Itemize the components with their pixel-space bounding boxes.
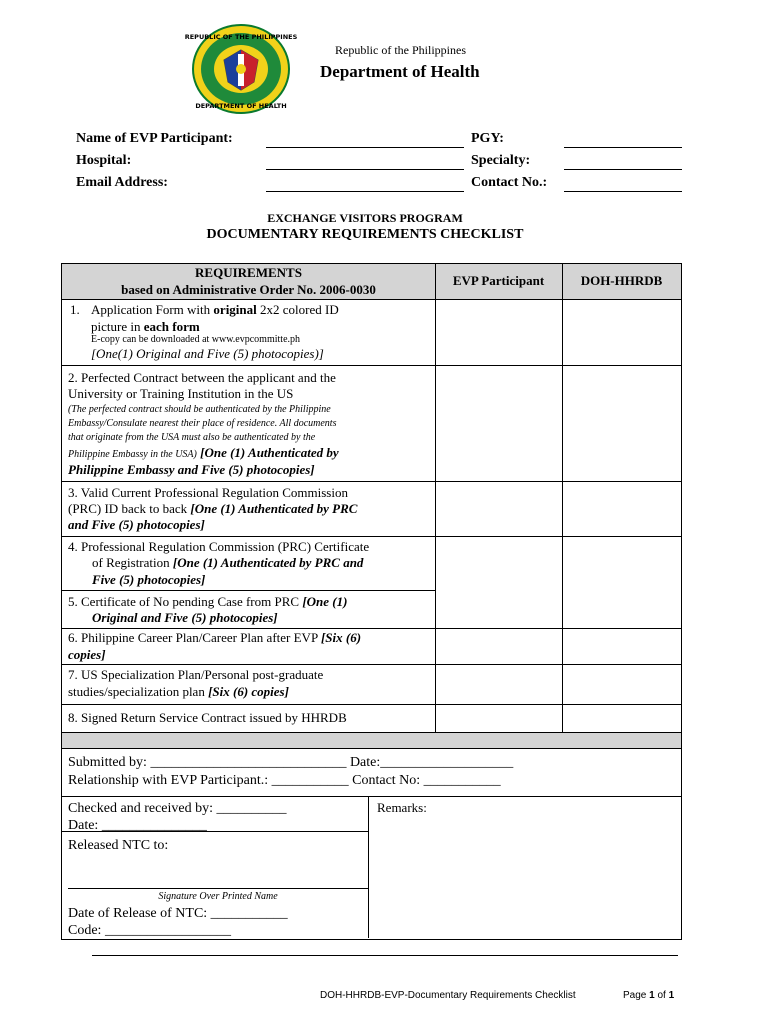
remarks-area[interactable] xyxy=(369,816,680,938)
checklist-title: DOCUMENTARY REQUIREMENTS CHECKLIST xyxy=(206,227,524,242)
row6-line1: 6. Philippine Career Plan/Career Plan after EVP [Six (6) xyxy=(68,630,362,645)
doh-seal-logo xyxy=(184,24,298,114)
row6-quantity2: copies] xyxy=(68,647,106,662)
specialty-line[interactable] xyxy=(564,169,682,170)
row8-line1: 8. Signed Return Service Contract issued by HHRDB xyxy=(68,710,347,725)
row1-quantity: [One(1) Original and Five (5) photocopies)] xyxy=(91,346,324,361)
seal-top-text: REPUBLIC OF THE PHILIPPINES xyxy=(184,33,298,41)
remarks-label: Remarks: xyxy=(377,800,427,815)
checked-date[interactable]: Date: _______________ xyxy=(68,818,207,833)
requirements-subheader: based on Administrative Order No. 2006-0030 xyxy=(121,282,376,297)
row5-line1: 5. Certificate of No pending Case from PRC [One (1) xyxy=(68,594,348,609)
row1-line2: picture in each form xyxy=(91,319,200,334)
footer-page: Page 1 of 1 xyxy=(623,990,675,1001)
requirements-header: REQUIREMENTS xyxy=(195,265,302,280)
released-ntc: Released NTC to: xyxy=(68,838,169,853)
separator-row xyxy=(62,732,681,748)
hospital-label: Hospital: xyxy=(76,153,132,168)
row2-note1: (The perfected contract should be authenticated by the Philippine xyxy=(68,404,331,415)
row2-line1: 2. Perfected Contract between the applicant and the xyxy=(68,370,336,385)
row5-quantity2: Original and Five (5) photocopies] xyxy=(92,610,278,625)
relationship[interactable]: Relationship with EVP Participant.: ___________ Contact No: ___________ xyxy=(68,773,501,788)
footer-doc-title: DOH-HHRDB-EVP-Documentary Requirements Checklist xyxy=(320,990,576,1001)
row2-line2: University or Training Institution in the US xyxy=(68,386,294,401)
participant-label: Name of EVP Participant: xyxy=(76,131,233,146)
program-title: EXCHANGE VISITORS PROGRAM xyxy=(267,211,463,225)
row1-line1: Application Form with original 2x2 colored ID xyxy=(91,302,339,317)
row7-line2: studies/specialization plan [Six (6) copies] xyxy=(68,684,289,699)
email-line[interactable] xyxy=(266,191,464,192)
signature-caption: Signature Over Printed Name xyxy=(158,891,278,902)
pgy-label: PGY: xyxy=(471,131,504,146)
footer-rule xyxy=(92,955,678,956)
row1-num: 1. xyxy=(70,302,80,317)
checked-by[interactable]: Checked and received by: __________ xyxy=(68,801,287,816)
row7-line1: 7. US Specialization Plan/Personal post-graduate xyxy=(68,667,324,682)
row3-quantity2: and Five (5) photocopies] xyxy=(68,517,205,532)
doh-hhrdb-column[interactable] xyxy=(563,300,681,732)
contact-label: Contact No.: xyxy=(471,175,548,190)
submitted-by[interactable]: Submitted by: ____________________________ Date:___________________ xyxy=(68,755,514,770)
row2-quantity2: Philippine Embassy and Five (5) photocopies] xyxy=(68,462,315,477)
row2-line-quantity: Philippine Embassy in the USA) [One (1) Authenticated by xyxy=(68,445,339,460)
row3-line1: 3. Valid Current Professional Regulation Commission xyxy=(68,485,348,500)
government-name: Republic of the Philippines xyxy=(335,43,466,57)
row2-note3: that originate from the USA must also be authenticated by the xyxy=(68,432,316,443)
email-label: Email Address: xyxy=(76,175,168,190)
row3-line2: (PRC) ID back to back [One (1) Authenticated by PRC xyxy=(68,501,358,516)
row4-line1: 4. Professional Regulation Commission (PRC) Certificate xyxy=(68,539,370,554)
code-field[interactable]: Code: __________________ xyxy=(68,923,231,938)
specialty-label: Specialty: xyxy=(471,153,531,168)
seal-bottom-text: DEPARTMENT OF HEALTH xyxy=(195,102,287,110)
signature-line[interactable] xyxy=(68,888,368,889)
row2-note2: Embassy/Consulate nearest their place of residence. All documents xyxy=(68,418,337,429)
department-name: Department of Health xyxy=(320,62,480,81)
row4-quantity2: Five (5) photocopies] xyxy=(92,572,206,587)
pgy-line[interactable] xyxy=(564,147,682,148)
row1-note: E-copy can be downloaded at www.evpcommitte.ph xyxy=(91,334,301,345)
release-date[interactable]: Date of Release of NTC: ___________ xyxy=(68,906,288,921)
evp-participant-column[interactable] xyxy=(436,300,562,732)
doh-hhrdb-header: DOH-HHRDB xyxy=(580,273,663,288)
hospital-line[interactable] xyxy=(266,169,464,170)
contact-line[interactable] xyxy=(564,191,682,192)
participant-line[interactable] xyxy=(266,147,464,148)
evp-participant-header: EVP Participant xyxy=(452,273,545,288)
row4-line2: of Registration [One (1) Authenticated by PRC and xyxy=(92,555,364,570)
requirements-table xyxy=(61,263,682,940)
